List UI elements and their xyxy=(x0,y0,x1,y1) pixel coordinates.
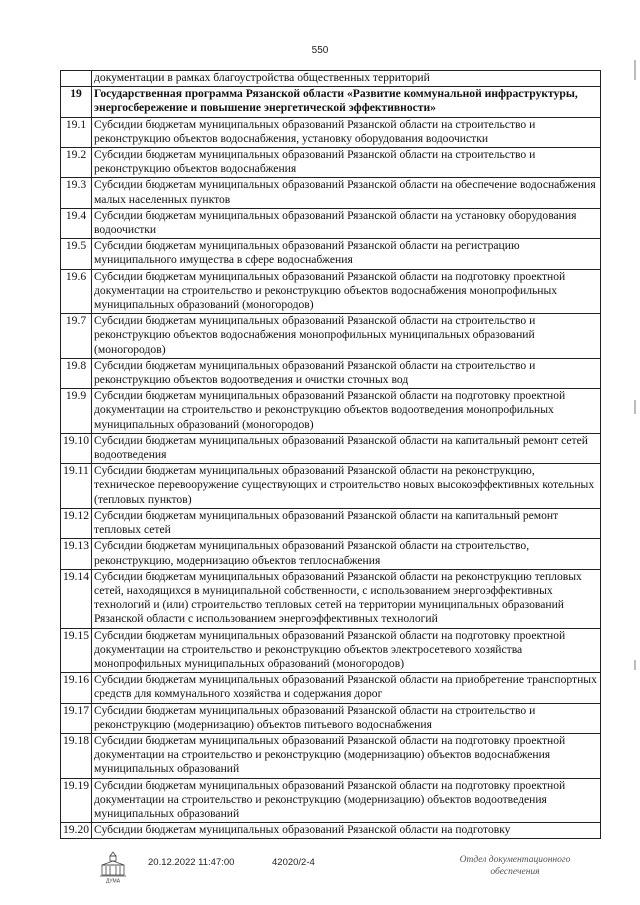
table-row xyxy=(61,117,601,147)
row-text: Субсидии бюджетам муниципальных образований Рязанской области на подготовку проектной документации на строительство и реконструкцию объектов электросетевого хозяйства монопрофильных муниципальных образований (моногородов) xyxy=(92,628,601,673)
table-row xyxy=(61,269,601,314)
row-number: 19.5 xyxy=(61,239,92,269)
row-text: Субсидии бюджетам муниципальных образований Рязанской области на строительство и реконструкцию объектов водоотведения и очистки сточных вод xyxy=(92,358,601,388)
row-text: Субсидии бюджетам муниципальных образований Рязанской области на строительство и реконструкцию объектов водоснабжения xyxy=(92,148,601,178)
row-text: Субсидии бюджетам муниципальных образований Рязанской области на приобретение транспортных средств для коммунального хозяйства и содержания дорог xyxy=(92,673,601,703)
row-number: 19.10 xyxy=(61,433,92,463)
stamp-line-1: Отдел документационного xyxy=(459,855,571,865)
table-row xyxy=(61,508,601,538)
table-row xyxy=(61,703,601,733)
row-text: Субсидии бюджетам муниципальных образований Рязанской области на реконструкцию, техническое перевооружение существующих и строительство новых высокоэффективных котельных (тепловых пунктов) xyxy=(92,464,601,509)
row-text: Субсидии бюджетам муниципальных образований Рязанской области на установку оборудования водоочистки xyxy=(92,208,601,238)
row-text: Субсидии бюджетам муниципальных образований Рязанской области на строительство и реконструкцию объектов водоснабжения монопрофильных муниципальных образований (моногородов) xyxy=(92,314,601,359)
row-number: 19.7 xyxy=(61,314,92,359)
row-number: 19.2 xyxy=(61,148,92,178)
table-row xyxy=(61,389,601,434)
table-row xyxy=(61,358,601,388)
row-number: 19.6 xyxy=(61,269,92,314)
row-number: 19 xyxy=(61,87,92,117)
table-row xyxy=(61,208,601,238)
scan-margin-mark xyxy=(634,400,636,414)
department-stamp xyxy=(440,854,590,878)
row-number: 19.13 xyxy=(61,539,92,569)
row-text: Субсидии бюджетам муниципальных образований Рязанской области на подготовку проектной документации на строительство и реконструкцию объектов водоснабжения монопрофильных муниципальных образований (моногородов) xyxy=(92,269,601,314)
table-row xyxy=(61,733,601,778)
footer-date: 20.12.2022 11:47:00 xyxy=(148,857,235,868)
row-number xyxy=(61,71,92,87)
table-row xyxy=(61,673,601,703)
subsidies-table xyxy=(60,70,601,839)
row-number: 19.18 xyxy=(61,733,92,778)
row-number: 19.19 xyxy=(61,778,92,823)
row-number: 19.3 xyxy=(61,178,92,208)
scan-margin-mark xyxy=(634,60,636,80)
duma-building-icon xyxy=(98,850,128,884)
scan-margin-mark xyxy=(634,660,636,670)
footer-document-code: 42020/2-4 xyxy=(272,857,315,868)
row-number: 19.12 xyxy=(61,508,92,538)
table-row xyxy=(61,433,601,463)
row-text: Субсидии бюджетам муниципальных образований Рязанской области на строительство, реконструкцию, модернизацию объектов теплоснабжения xyxy=(92,539,601,569)
row-number: 19.14 xyxy=(61,569,92,628)
row-text: Субсидии бюджетам муниципальных образований Рязанской области на подготовку проектной документации на строительство и реконструкцию (модернизацию) объектов водоотведения муниципальных образований xyxy=(92,778,601,823)
table-row xyxy=(61,71,601,87)
table-row xyxy=(61,569,601,628)
table-row xyxy=(61,539,601,569)
row-text: Субсидии бюджетам муниципальных образований Рязанской области на капитальный ремонт сетей водоотведения xyxy=(92,433,601,463)
row-number: 19.1 xyxy=(61,117,92,147)
row-text: Субсидии бюджетам муниципальных образований Рязанской области на подготовку xyxy=(92,823,601,839)
table-row xyxy=(61,178,601,208)
table-row xyxy=(61,823,601,839)
table-row xyxy=(61,148,601,178)
row-text: Субсидии бюджетам муниципальных образований Рязанской области на строительство и реконструкцию (модернизацию) объектов питьевого водоснабжения xyxy=(92,703,601,733)
row-text: Субсидии бюджетам муниципальных образований Рязанской области на реконструкцию тепловых сетей, находящихся в муниципальной собственности, с использованием энергоэффективных технологий и (или) строительство тепловых сетей на территории муниципальных образований Рязанской области с использованием энергоэффективных технологий xyxy=(92,569,601,628)
row-text: Субсидии бюджетам муниципальных образований Рязанской области на регистрацию муниципального имущества в сфере водоснабжения xyxy=(92,239,601,269)
table-row xyxy=(61,628,601,673)
row-text: Субсидии бюджетам муниципальных образований Рязанской области на обеспечение водоснабжения малых населенных пунктов xyxy=(92,178,601,208)
row-number: 19.20 xyxy=(61,823,92,839)
row-text: Государственная программа Рязанской области «Развитие коммунальной инфраструктуры, энергосбережение и повышение энергетической эффективности» xyxy=(92,87,601,117)
row-text: документации в рамках благоустройства общественных территорий xyxy=(92,71,601,87)
row-number: 19.16 xyxy=(61,673,92,703)
row-number: 19.9 xyxy=(61,389,92,434)
table-row xyxy=(61,314,601,359)
table-section-row xyxy=(61,87,601,117)
row-number: 19.15 xyxy=(61,628,92,673)
row-number: 19.11 xyxy=(61,464,92,509)
table-row xyxy=(61,464,601,509)
row-text: Субсидии бюджетам муниципальных образований Рязанской области на капитальный ремонт тепловых сетей xyxy=(92,508,601,538)
table-row xyxy=(61,778,601,823)
row-number: 19.4 xyxy=(61,208,92,238)
row-number: 19.17 xyxy=(61,703,92,733)
table-row xyxy=(61,239,601,269)
page-number: 550 xyxy=(311,45,329,56)
row-text: Субсидии бюджетам муниципальных образований Рязанской области на подготовку проектной документации на строительство и реконструкцию объектов водоотведения монопрофильных муниципальных образований (моногородов) xyxy=(92,389,601,434)
row-number: 19.8 xyxy=(61,358,92,388)
stamp-line-2: обеспечения xyxy=(490,867,540,877)
row-text: Субсидии бюджетам муниципальных образований Рязанской области на подготовку проектной документации на строительство и реконструкцию (модернизацию) объектов водоснабжения муниципальных образований xyxy=(92,733,601,778)
emblem-caption: ДУМА xyxy=(105,878,121,884)
row-text: Субсидии бюджетам муниципальных образований Рязанской области на строительство и реконструкцию объектов водоснабжения, установку оборудования водоочистки xyxy=(92,117,601,147)
